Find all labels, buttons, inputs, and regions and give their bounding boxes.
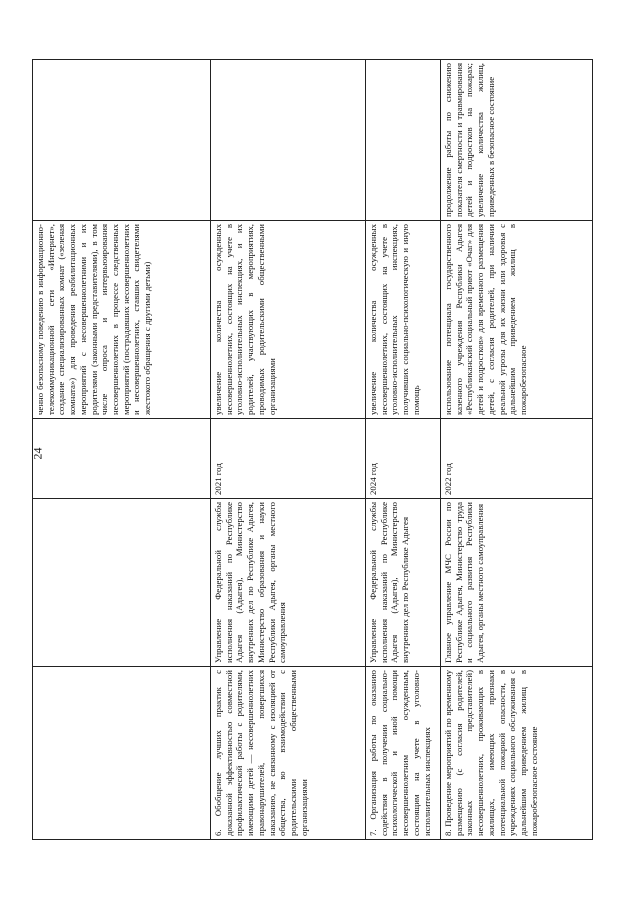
indicator-cell [211,60,366,221]
result-cell: увеличение количества осужденных несовершеннолетних, состоящих на учете в уголовно-исполнительных инспекциях, получивших социально-психологическую и иную помощь [366,221,441,419]
activity-cell [33,667,211,840]
executors-cell: Главное управление МЧС России по Республике Адыгея, Министерство труда и социального развития Республики Адыгея, органы местного самоуправления [441,499,593,667]
executors-cell: Управление Федеральной службы исполнения наказаний по Республике Адыгея (Адыгея), Министерство внутренних дел по Республике Адыгея [366,499,441,667]
table-row [366,60,441,840]
deadline-cell: 2022 год [441,419,593,499]
indicator-cell [366,60,441,221]
action-plan-table [32,59,593,840]
indicator-cell [33,60,211,221]
indicator-cell: продолжение работы по снижению показателя смертности и травмирования детей и подростков на пожарах; увеличение количества жилищ, приведенных в безопасное состояние [441,60,593,221]
deadline-cell: 2024 год [366,419,441,499]
activity-cell: 8. Проведение мероприятий по временному размещению (с согласия родителей, законных представителей) несовершеннолетних, проживающих в жилищах, имеющих признаки потенциальной пожарной опасности, в учреждениях социального обслуживания с дальнейшим приведением жилищ в пожаробезопасное состояние [441,667,593,840]
executors-cell: Управление Федеральной службы исполнения наказаний по Республике Адыгея (Адыгея), Министерство внутренних дел по Республике Адыгея, Министерство образования и науки Республики Адыгея, органы местного самоуправления [211,499,366,667]
deadline-cell [30,419,211,499]
rotated-table-container [32,60,592,840]
deadline-cell: 2021 год [211,419,366,499]
activity-cell: 6. Обобщение лучших практик с доказанной эффективностью совместной профилактической работы с родителями, имеющими детей — несовершеннолетних правонарушителей, повергшихся наказанию, не связанному с изоляцией от общества, во взаимодействии с родительскими общественными организациями [211,667,366,840]
result-cell: увеличение количества осужденных несовершеннолетних, состоящих на учете в уголовно-исполнительных инспекциях, и их родителей, участвующих в мероприятиях, проводимых родительскими общественными организациями [211,221,366,419]
result-cell: использование потенциала государственного казенного учреждения Республики Адыгея «Республиканский социальный приют «Очаг» для детей и подростков» для временного размещения детей, с согласия родителей, при наличии реальной угрозы для их жизни или здоровья с дальнейшим приведением жилищ в пожаробезопасное [441,221,593,419]
result-cell: ченно безопасному поведению в информационно-телекоммуникационной сети «Интернет», создание специализированных комнат («зеленая комната») для проведения реабилитационных мероприятий с несовершеннолетними и их родителями (законными представителями), в том числе опроса и интервьюирования несовершеннолетних в процессе следственных мероприятий (пострадавших несовершеннолетних и несовершеннолетних, ставших свидетелями жестокого обращения с другими детьми) [33,221,211,419]
table-row [33,60,211,840]
table-row [441,60,593,840]
executors-cell [33,499,211,667]
page-number: 24 [30,447,45,460]
activity-cell: 7. Организация работы по оказанию содействия в получении социально-психологической и иной помощи несовершеннолетним осужденным, состоящим на учете в уголовно-исполнительных инспекциях [366,667,441,840]
table-row [211,60,366,840]
